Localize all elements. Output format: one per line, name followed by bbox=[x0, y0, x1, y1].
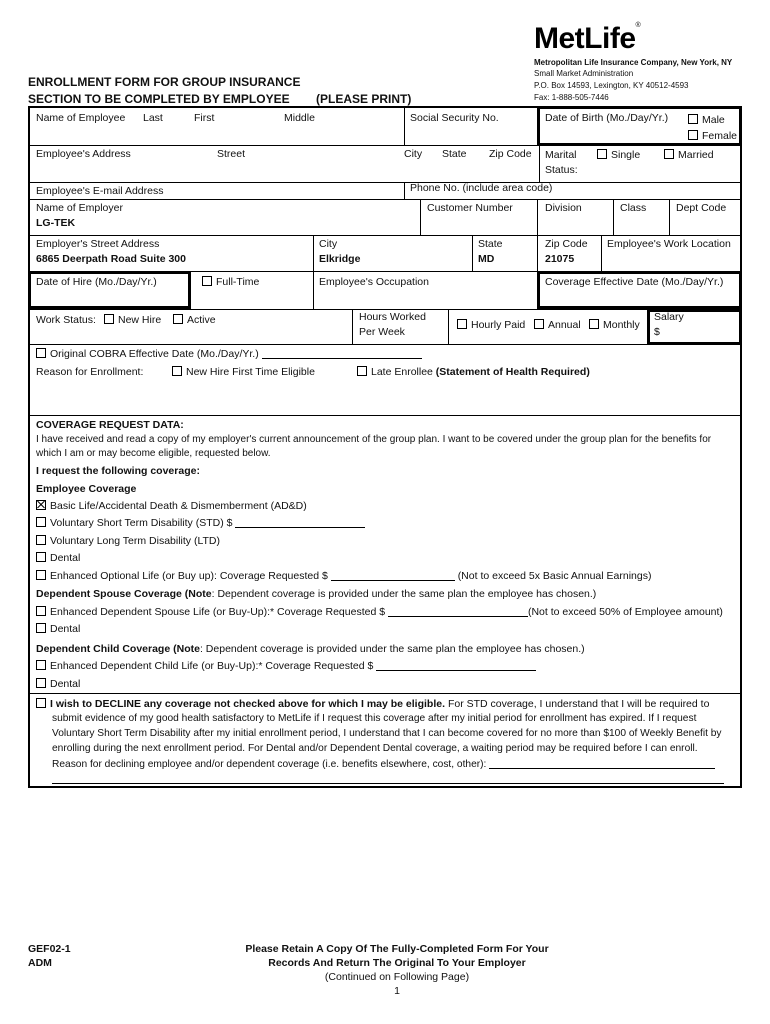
cobra-option[interactable]: Original COBRA Effective Date (Mo./Day/Yr.) bbox=[36, 348, 422, 360]
decline-text-3: Voluntary Short Term Disability after my initial enrollment period, I understand that I can become covered for no more than $100 of Weekly Benefit by bbox=[52, 728, 722, 739]
company-name: Metropolitan Life Insurance Company, New York, NY bbox=[534, 58, 733, 67]
class-label: Class bbox=[620, 202, 647, 214]
marital-label-1: Marital bbox=[545, 149, 577, 161]
ltd-option[interactable]: Voluntary Long Term Disability (LTD) bbox=[36, 535, 220, 547]
basic-life-option[interactable]: Basic Life/Accidental Death & Dismemberment (AD&D) bbox=[36, 500, 307, 512]
metlife-logo: MetLife® bbox=[534, 22, 641, 55]
phone-label: Phone No. (include area code) bbox=[410, 182, 553, 194]
marital-label-2: Status: bbox=[545, 164, 578, 176]
ssn-label: Social Security No. bbox=[410, 112, 499, 124]
new-hire-option[interactable]: New Hire bbox=[104, 314, 161, 326]
hours-label-2: Per Week bbox=[359, 326, 405, 338]
hourly-option[interactable]: Hourly Paid bbox=[457, 319, 525, 331]
dental-checkbox-child[interactable] bbox=[36, 678, 46, 688]
std-amount-line[interactable] bbox=[235, 517, 365, 528]
male-checkbox[interactable] bbox=[688, 114, 698, 124]
customer-number-label: Customer Number bbox=[427, 202, 513, 214]
monthly-option[interactable]: Monthly bbox=[589, 319, 640, 331]
employer-zip-value: 21075 bbox=[545, 253, 575, 265]
std-option[interactable]: Voluntary Short Term Disability (STD) $ bbox=[36, 517, 365, 529]
annual-option[interactable]: Annual bbox=[534, 319, 581, 331]
last-name-label: Last bbox=[143, 112, 163, 124]
employer-state-value: MD bbox=[478, 253, 495, 265]
spouse-life-option[interactable]: Enhanced Dependent Spouse Life (or Buy-Up):* Coverage Requested $ (Not to exceed 50% of Employee amount) bbox=[36, 606, 723, 618]
enhanced-life-checkbox[interactable] bbox=[36, 570, 46, 580]
full-time-checkbox[interactable] bbox=[202, 276, 212, 286]
cobra-checkbox[interactable] bbox=[36, 348, 46, 358]
female-checkbox[interactable] bbox=[688, 130, 698, 140]
section-title: SECTION TO BE COMPLETED BY EMPLOYEE bbox=[28, 92, 290, 106]
zip-label: Zip Code bbox=[489, 148, 532, 160]
email-label: Employee's E-mail Address bbox=[36, 185, 164, 197]
street-label: Street bbox=[217, 148, 246, 160]
hours-label-1: Hours Worked bbox=[359, 311, 426, 323]
annual-checkbox[interactable] bbox=[534, 319, 544, 329]
employer-name-value: LG-TEK bbox=[36, 217, 76, 229]
monthly-checkbox[interactable] bbox=[589, 319, 599, 329]
late-enrollee-option[interactable]: Late Enrollee (Statement of Health Required) bbox=[357, 366, 590, 378]
spouse-coverage-heading: Dependent Spouse Coverage (Note: Dependent coverage is provided under the same plan the employee has chosen.) bbox=[36, 588, 597, 600]
enhanced-life-amount-line[interactable] bbox=[331, 570, 455, 581]
coverage-intro-1: I have received and read a copy of my employer's current announcement of the group plan. I want to be covered under the group plan for the benefits for bbox=[36, 434, 712, 445]
new-hire-first-checkbox[interactable] bbox=[172, 366, 182, 376]
employer-state-label: State bbox=[478, 238, 503, 250]
work-location-label: Employee's Work Location bbox=[607, 238, 731, 250]
decline-checkbox[interactable] bbox=[36, 698, 46, 708]
footer-line-1: Please Retain A Copy Of The Fully-Completed Form For Your bbox=[245, 943, 549, 955]
form-code-1: GEF02-1 bbox=[28, 943, 71, 955]
decline-reason: Reason for declining employee and/or dependent coverage (i.e. benefits elsewhere, cost, other): bbox=[52, 758, 715, 770]
employee-name-label: Name of Employee bbox=[36, 112, 126, 124]
work-status-label: Work Status: bbox=[36, 314, 96, 326]
hire-date-label: Date of Hire (Mo./Day/Yr.) bbox=[36, 276, 157, 288]
decline-reason-line-2[interactable] bbox=[52, 783, 724, 784]
spouse-life-checkbox[interactable] bbox=[36, 606, 46, 616]
active-checkbox[interactable] bbox=[173, 314, 183, 324]
coverage-intro-2: which I am or may become eligible, requested below. bbox=[36, 448, 271, 459]
child-life-amount-line[interactable] bbox=[376, 660, 536, 671]
cobra-date-line[interactable] bbox=[262, 348, 422, 359]
reason-label: Reason for Enrollment: bbox=[36, 366, 144, 378]
single-checkbox[interactable] bbox=[597, 149, 607, 159]
state-label: State bbox=[442, 148, 467, 160]
employer-street-value: 6865 Deerpath Road Suite 300 bbox=[36, 253, 186, 265]
company-fax: Fax: 1-888-505-7446 bbox=[534, 93, 609, 102]
married-option[interactable]: Married bbox=[664, 149, 714, 161]
child-coverage-heading: Dependent Child Coverage (Note: Dependent coverage is provided under the same plan the employee has chosen.) bbox=[36, 643, 585, 655]
employer-street-label: Employer's Street Address bbox=[36, 238, 160, 250]
enrollment-form bbox=[28, 106, 742, 788]
std-checkbox[interactable] bbox=[36, 517, 46, 527]
form-code-2: ADM bbox=[28, 957, 52, 969]
employer-name-label: Name of Employer bbox=[36, 202, 123, 214]
employer-city-label: City bbox=[319, 238, 338, 250]
footer-line-2: Records And Return The Original To Your Employer bbox=[268, 957, 526, 969]
employee-coverage-heading: Employee Coverage bbox=[36, 483, 137, 495]
decline-text-2: submit evidence of my good health satisfactory to MetLife if I request this coverage after my initial period for enrollment has expired. If I request bbox=[52, 713, 697, 724]
child-life-option[interactable]: Enhanced Dependent Child Life (or Buy-Up):* Coverage Requested $ bbox=[36, 660, 536, 672]
salary-label: Salary bbox=[654, 311, 684, 323]
basic-life-checkbox[interactable] bbox=[36, 500, 46, 510]
spouse-life-amount-line[interactable] bbox=[388, 606, 528, 617]
decline-reason-line[interactable] bbox=[489, 758, 715, 769]
dob-label: Date of Birth (Mo./Day/Yr.) bbox=[545, 112, 669, 124]
form-title: ENROLLMENT FORM FOR GROUP INSURANCE bbox=[28, 75, 301, 89]
late-enrollee-checkbox[interactable] bbox=[357, 366, 367, 376]
please-print: (PLEASE PRINT) bbox=[316, 92, 412, 106]
dental-option-employee[interactable]: Dental bbox=[36, 552, 80, 564]
new-hire-first-option[interactable]: New Hire First Time Eligible bbox=[172, 366, 315, 378]
child-life-checkbox[interactable] bbox=[36, 660, 46, 670]
employee-address-label: Employee's Address bbox=[36, 148, 131, 160]
middle-name-label: Middle bbox=[284, 112, 315, 124]
coverage-heading: COVERAGE REQUEST DATA: bbox=[36, 419, 184, 431]
dental-checkbox-spouse[interactable] bbox=[36, 623, 46, 633]
dental-option-spouse[interactable]: Dental bbox=[36, 623, 80, 635]
full-time-option[interactable]: Full-Time bbox=[202, 276, 259, 288]
employer-zip-label: Zip Code bbox=[545, 238, 588, 250]
occupation-label: Employee's Occupation bbox=[319, 276, 429, 288]
division-label: Division bbox=[545, 202, 582, 214]
city-label: City bbox=[404, 148, 423, 160]
hourly-checkbox[interactable] bbox=[457, 319, 467, 329]
company-address: P.O. Box 14593, Lexington, KY 40512-4593 bbox=[534, 81, 689, 90]
company-admin: Small Market Administration bbox=[534, 69, 634, 78]
salary-dollar: $ bbox=[654, 326, 660, 338]
dept-code-label: Dept Code bbox=[676, 202, 727, 214]
active-option[interactable]: Active bbox=[173, 314, 216, 326]
married-checkbox[interactable] bbox=[664, 149, 674, 159]
decline-text-4: enrolling during the next enrollment period. For Dental and/or Dependent Dental coverage, a waiting period may be required before I can enroll. bbox=[52, 743, 698, 754]
employer-city-value: Elkridge bbox=[319, 253, 361, 265]
female-option[interactable]: Female bbox=[688, 130, 737, 142]
enhanced-life-option[interactable]: Enhanced Optional Life (or Buy up): Coverage Requested $ (Not to exceed 5x Basic Annual Earnings) bbox=[36, 570, 651, 582]
single-option[interactable]: Single bbox=[597, 149, 640, 161]
first-name-label: First bbox=[194, 112, 215, 124]
coverage-date-label: Coverage Effective Date (Mo./Day/Yr.) bbox=[545, 276, 724, 288]
coverage-request: I request the following coverage: bbox=[36, 465, 200, 477]
footer-continued: (Continued on Following Page) bbox=[324, 971, 470, 983]
decline-option[interactable]: I wish to DECLINE any coverage not checked above for which I may be eligible. For STD coverage, I understand that I will be required to bbox=[36, 698, 709, 710]
ltd-checkbox[interactable] bbox=[36, 535, 46, 545]
dental-checkbox-employee[interactable] bbox=[36, 552, 46, 562]
dental-option-child[interactable]: Dental bbox=[36, 678, 80, 690]
male-option[interactable]: Male bbox=[688, 114, 725, 126]
page-number: 1 bbox=[394, 985, 400, 997]
new-hire-checkbox[interactable] bbox=[104, 314, 114, 324]
